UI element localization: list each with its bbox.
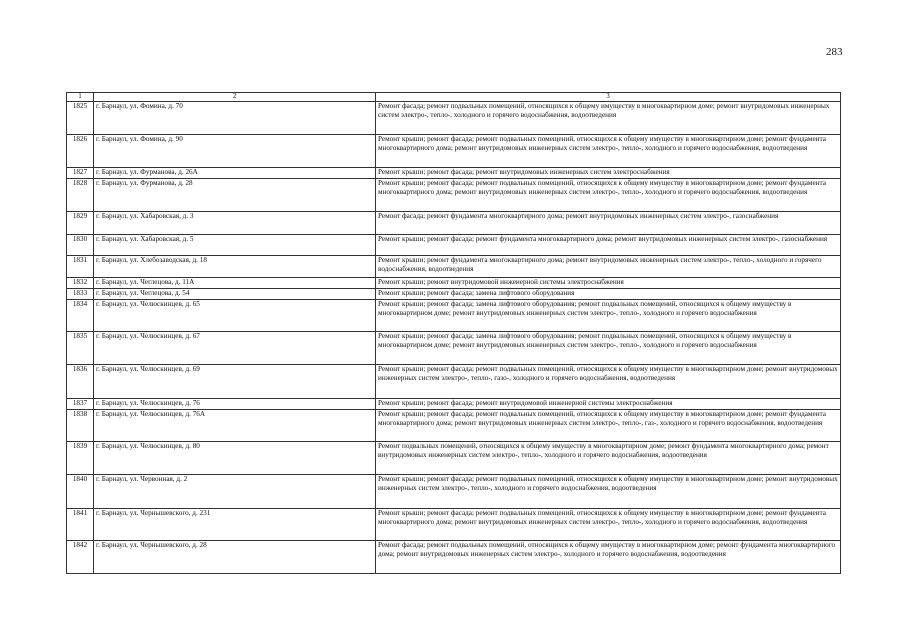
- row-address: г. Барнаул, ул. Хабаровская, д. 3: [94, 211, 376, 234]
- row-works: Ремонт крыши; ремонт внутридомовой инженерной системы электроснабжения: [376, 277, 841, 288]
- row-number: 1832: [67, 277, 94, 288]
- table-header-row: [67, 93, 841, 102]
- row-works: Ремонт крыши; ремонт фасада; ремонт подвальных помещений, относящихся к общему имуществу в многоквартирном доме; ремонт фундамента многоквартирного дома; ремонт внутридомовых инженерных систем электро-, тепло-, холодного и горячего водоснабжения, водоотведения: [376, 134, 841, 167]
- row-address: г. Барнаул, ул. Челюскинцев, д. 65: [94, 299, 376, 331]
- row-works: Ремонт крыши; ремонт фасада; ремонт подвальных помещений, относящихся к общему имуществу в многоквартирном доме; ремонт внутридомовых инженерных систем электро-, тепло-, холодного и горячего водоснабжения, водоотведения: [376, 474, 841, 508]
- row-works: Ремонт фасада; ремонт подвальных помещений, относящихся к общему имуществу в многоквартирном доме; ремонт внутридомовых инженерных систем электро-, тепло-, холодного и горячего водоснабжения, водоотведения: [376, 101, 841, 134]
- table-row: [67, 540, 841, 573]
- row-address: г. Барнаул, ул. Челюскинцев, д. 80: [94, 441, 376, 474]
- repair-register-table: [66, 92, 841, 574]
- row-works: Ремонт крыши; ремонт фундамента многоквартирного дома; ремонт внутридомовых инженерных систем электро-, тепло-, холодного и горячего водоснабжения, водоотведения: [376, 255, 841, 277]
- row-address: г. Барнаул, ул. Чеглецова, д. 11А: [94, 277, 376, 288]
- row-address: г. Барнаул, ул. Фомина, д. 90: [94, 134, 376, 167]
- row-number: 1835: [67, 331, 94, 364]
- row-works: Ремонт крыши; ремонт фасада; ремонт внутридомовой инженерной системы электроснабжения: [376, 398, 841, 409]
- row-number: 1828: [67, 178, 94, 211]
- table-row: [67, 178, 841, 211]
- table-row: [67, 474, 841, 508]
- row-address: г. Барнаул, ул. Фомина, д. 70: [94, 101, 376, 134]
- row-number: 1827: [67, 167, 94, 178]
- table-row: [67, 364, 841, 398]
- row-number: 1834: [67, 299, 94, 331]
- table-row: [67, 508, 841, 540]
- page-number: 283: [826, 46, 843, 58]
- row-number: 1841: [67, 508, 94, 540]
- row-works: Ремонт крыши; ремонт фасада; ремонт подвальных помещений, относящихся к общему имуществу в многоквартирном доме; ремонт фундамента многоквартирного дома; ремонт внутридомовых инженерных систем электро-, тепло-, газ-, холодного и горячего водоснабжения, водоотведения: [376, 409, 841, 441]
- row-number: 1830: [67, 234, 94, 255]
- row-works: Ремонт крыши; ремонт фасада; ремонт подвальных помещений, относящихся к общему имуществу в многоквартирном доме; ремонт фундамента многоквартирного дома; ремонт внутридомовых инженерных систем электро-, тепло-, холодного и горячего водоснабжения, водоотведения: [376, 178, 841, 211]
- table-row: [67, 167, 841, 178]
- row-address: г. Барнаул, ул. Чернышевского, д. 28: [94, 540, 376, 573]
- row-number: 1836: [67, 364, 94, 398]
- row-number: 1842: [67, 540, 94, 573]
- row-works: Ремонт крыши; ремонт фасада; замена лифтового оборудования; ремонт подвальных помещений, относящихся к общему имуществу в многоквартирном доме; ремонт внутридомовых инженерных систем электро-, тепло-, холодного и горячего водоснабжения: [376, 299, 841, 331]
- row-number: 1825: [67, 101, 94, 134]
- table-row: [67, 288, 841, 299]
- row-address: г. Барнаул, ул. Червонная, д. 2: [94, 474, 376, 508]
- row-address: г. Барнаул, ул. Чеглецова, д. 54: [94, 288, 376, 299]
- table-row: [67, 234, 841, 255]
- row-number: 1840: [67, 474, 94, 508]
- row-works: Ремонт крыши; ремонт фасада; замена лифтового оборудования; ремонт подвальных помещений, относящихся к общему имуществу в многоквартирном доме; ремонт внутридомовых инженерных систем электро-, тепло-, холодного и горячего водоснабжения: [376, 331, 841, 364]
- row-works: Ремонт крыши; ремонт фасада; ремонт подвальных помещений, относящихся к общему имуществу в многоквартирном доме; ремонт фундамента многоквартирного дома; ремонт внутридомовых инженерных систем электро-, тепло-, холодного и горячего водоснабжения, водоотведения: [376, 508, 841, 540]
- row-address: г. Барнаул, ул. Хлебозаводская, д. 18: [94, 255, 376, 277]
- table-row: [67, 441, 841, 474]
- row-address: г. Барнаул, ул. Фурманова, д. 26А: [94, 167, 376, 178]
- row-address: г. Барнаул, ул. Челюскинцев, д. 76: [94, 398, 376, 409]
- table-row: [67, 331, 841, 364]
- table-row: [67, 409, 841, 441]
- row-address: г. Барнаул, ул. Челюскинцев, д. 67: [94, 331, 376, 364]
- row-number: 1839: [67, 441, 94, 474]
- row-works: Ремонт подвальных помещений, относящихся к общему имуществу в многоквартирном доме; ремонт фундамента многоквартирного дома; ремонт внутридомовых инженерных систем электро-, тепло-, холодного и горячего водоснабжения, водоотведения: [376, 441, 841, 474]
- table-row: [67, 398, 841, 409]
- table-row: [67, 277, 841, 288]
- row-works: Ремонт крыши; ремонт фасада; замена лифтового оборудования: [376, 288, 841, 299]
- table-row: [67, 211, 841, 234]
- row-address: г. Барнаул, ул. Фурманова, д. 28: [94, 178, 376, 211]
- row-number: 1831: [67, 255, 94, 277]
- table-row: [67, 101, 841, 134]
- row-works: Ремонт фасада; ремонт подвальных помещений, относящихся к общему имуществу в многоквартирном доме; ремонт фундамента многоквартирного дома; ремонт внутридомовых инженерных систем электро-, холодного и горячего водоснабжения, водоотведения: [376, 540, 841, 573]
- row-number: 1826: [67, 134, 94, 167]
- row-address: г. Барнаул, ул. Чернышевского, д. 231: [94, 508, 376, 540]
- row-works: Ремонт крыши; ремонт фасада; ремонт подвальных помещений, относящихся к общему имуществу в многоквартирном доме; ремонт внутридомовых инженерных систем электро-, тепло-, газо-, холодного и горячего водоснабжения, водоотведения: [376, 364, 841, 398]
- column-header-2: 2: [94, 93, 376, 102]
- row-works: Ремонт крыши; ремонт фасада; ремонт фундамента многоквартирного дома; ремонт внутридомовых инженерных систем электро-, газоснабжения: [376, 234, 841, 255]
- row-number: 1838: [67, 409, 94, 441]
- row-number: 1837: [67, 398, 94, 409]
- row-works: Ремонт фасада; ремонт фундамента многоквартирного дома; ремонт внутридомовых инженерных систем электро-, газоснабжения: [376, 211, 841, 234]
- table-row: [67, 134, 841, 167]
- table-row: [67, 255, 841, 277]
- table-row: [67, 299, 841, 331]
- row-number: 1829: [67, 211, 94, 234]
- row-address: г. Барнаул, ул. Челюскинцев, д. 76А: [94, 409, 376, 441]
- row-address: г. Барнаул, ул. Хабаровская, д. 5: [94, 234, 376, 255]
- row-address: г. Барнаул, ул. Челюскинцев, д. 69: [94, 364, 376, 398]
- column-header-1: 1: [67, 93, 94, 102]
- row-works: Ремонт крыши; ремонт фасада; ремонт внутридомовых инженерных систем электроснабжения: [376, 167, 841, 178]
- row-number: 1833: [67, 288, 94, 299]
- column-header-3: 3: [376, 93, 841, 102]
